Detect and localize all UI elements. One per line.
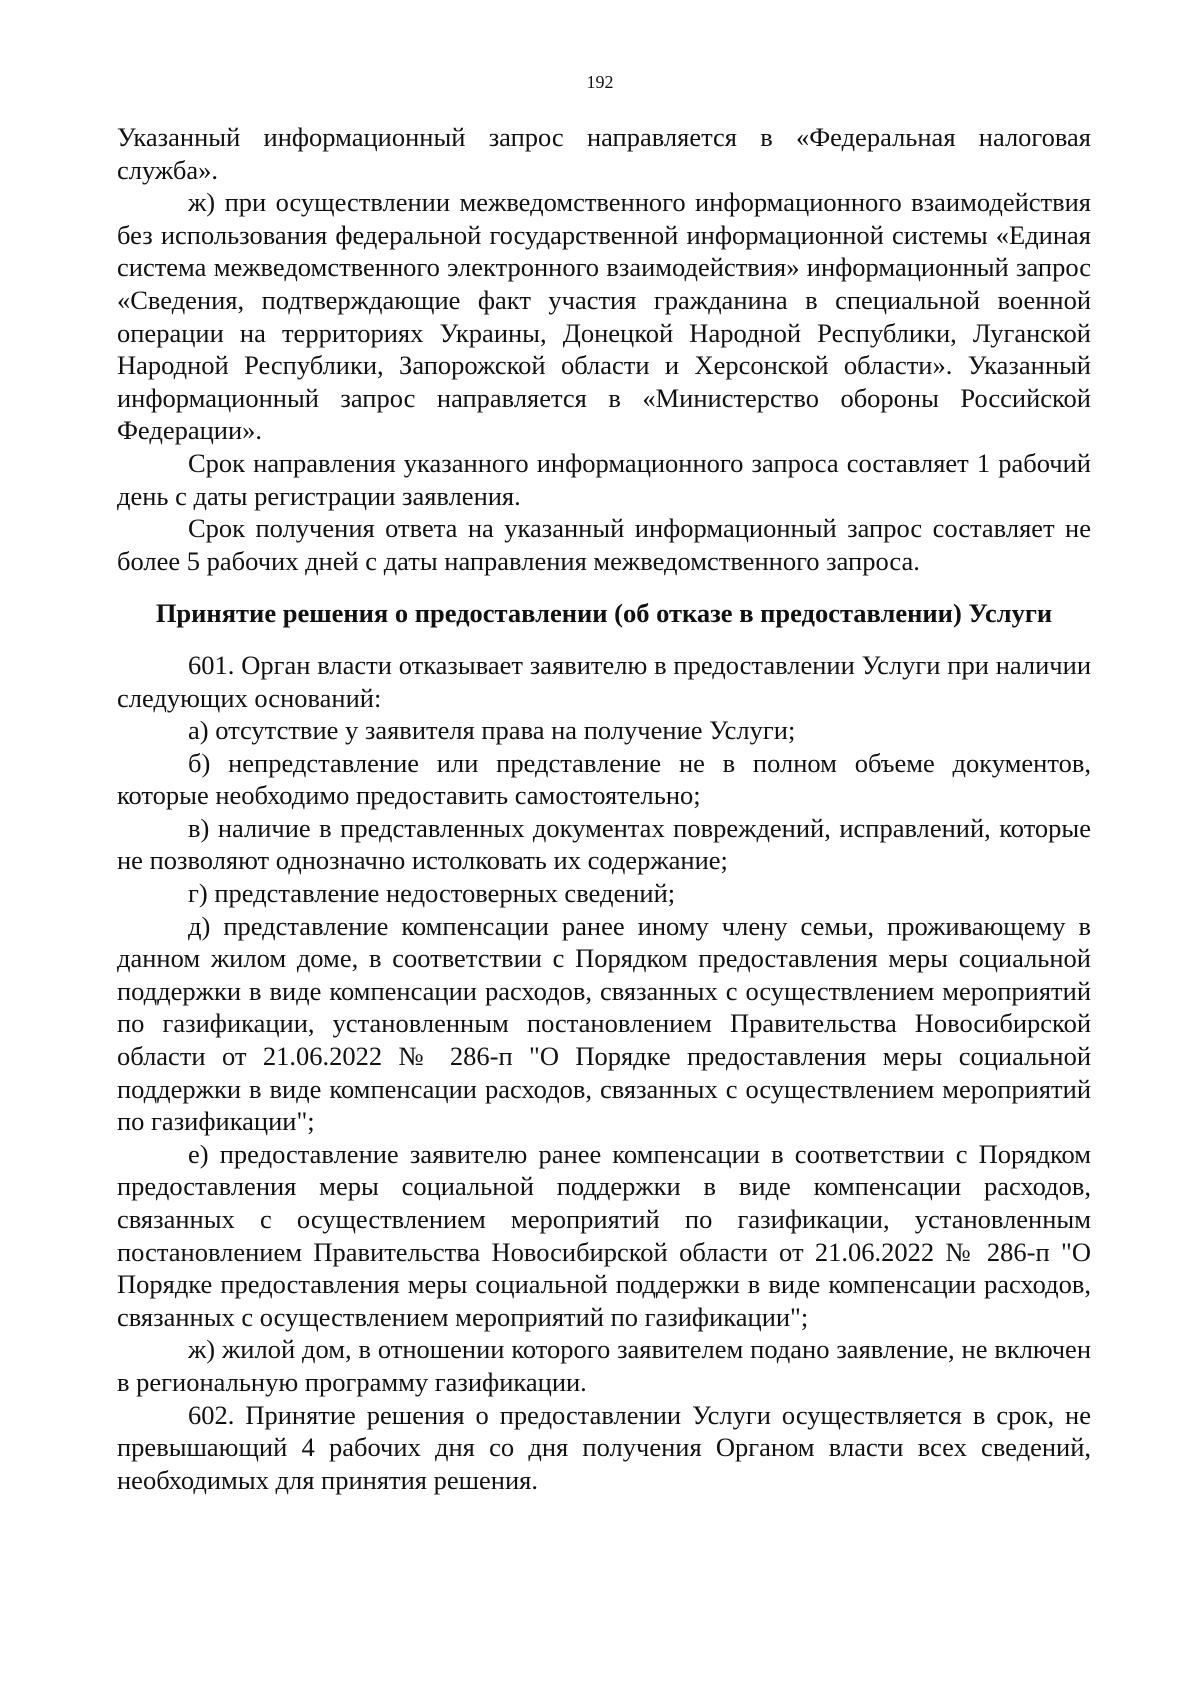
paragraph: Указанный информационный запрос направляется в «Федеральная налоговая служба». <box>117 122 1091 185</box>
page-number: 192 <box>586 72 614 92</box>
paragraph: 602. Принятие решения о предоставлении Услуги осуществляется в срок, не превышающий 4 рабочих дня со дня получения Органом власти всех сведений, необходимых для принятия решения. <box>117 1399 1091 1495</box>
paragraph: 601. Орган власти отказывает заявителю в предоставлении Услуги при наличии следующих оснований: <box>117 649 1091 713</box>
paragraph: в) наличие в представленных документах повреждений, исправлений, которые не позволяют однозначно истолковать их содержание; <box>117 812 1091 876</box>
paragraph: а) отсутствие у заявителя права на получение Услуги; <box>188 715 796 746</box>
paragraph: д) представление компенсации ранее иному члену семьи, проживающему в данном жилом доме, в соответствии с Порядком предоставления меры социальной поддержки в виде компенсации расходов, связанных с осуществлением мероприятий по газификации, установленным постановлением Правительства Новосибирской области от 21.06.2022 № 286-п "О Порядке предоставления меры социальной поддержки в виде компенсации расходов, связанных с осуществлением мероприятий по газификации"; <box>117 910 1091 1137</box>
paragraphs-after-heading <box>117 649 1091 1496</box>
paragraph: б) непредставление или представление не в полном объеме документов, которые необходимо предоставить самостоятельно; <box>117 747 1091 811</box>
paragraph: г) представление недостоверных сведений; <box>188 878 676 909</box>
paragraph: Срок направления указанного информационного запроса составляет 1 рабочий день с даты регистрации заявления. <box>117 447 1091 511</box>
section-heading: Принятие решения о предоставлении (об отказе в предоставлении) Услуги <box>155 598 1053 629</box>
document-body <box>117 121 1091 1496</box>
paragraph: е) предоставление заявителю ранее компенсации в соответствии с Порядком предоставления меры социальной поддержки в виде компенсации расходов, связанных с осуществлением мероприятий по газификации, установленным постановлением Правительства Новосибирской области от 21.06.2022 № 286-п "О Порядке предоставления меры социальной поддержки в виде компенсации расходов, связанных с осуществлением мероприятий по газификации"; <box>117 1138 1091 1332</box>
paragraphs-before-heading <box>117 121 1091 577</box>
paragraph: Срок получения ответа на указанный информационный запрос составляет не более 5 рабочих дней с даты направления межведомственного запроса. <box>117 513 1091 576</box>
paragraph: ж) жилой дом, в отношении которого заявителем подано заявление, не включен в региональную программу газификации. <box>117 1334 1091 1397</box>
paragraph: ж) при осуществлении межведомственного информационного взаимодействия без использования федеральной государственной информационной системы «Единая система межведомственного электронного взаимодействия» информационный запрос «Сведения, подтверждающие факт участия гражданина в специальной военной операции на территориях Украины, Донецкой Народной Республики, Луганской Народной Республики, Запорожской области и Херсонской области». Указанный информационный запрос направляется в «Министерство обороны Российской Федерации». <box>117 187 1091 446</box>
